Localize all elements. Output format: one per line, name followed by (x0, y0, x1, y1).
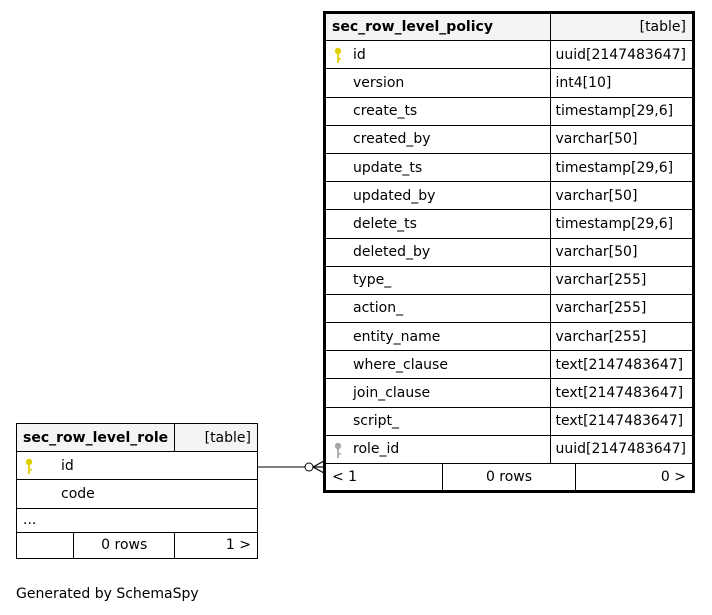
table-row[interactable] (325, 435, 694, 463)
more-columns-row (17, 508, 258, 532)
table-type-label: [table] (551, 13, 694, 41)
table-row[interactable] (325, 97, 694, 125)
table-row[interactable] (325, 153, 694, 181)
primary-key-icon (25, 458, 33, 475)
column-type: varchar[255] (551, 294, 694, 322)
table-row[interactable] (325, 351, 694, 379)
column-name: join_clause (353, 385, 431, 402)
column-name-cell[interactable] (325, 41, 551, 69)
parents-link[interactable]: 1 > (175, 532, 258, 558)
table-header (325, 13, 694, 41)
foreign-key-icon (334, 442, 342, 459)
column-type: varchar[50] (551, 125, 694, 153)
column-name-cell[interactable] (325, 294, 551, 322)
primary-key-icon (334, 47, 342, 64)
column-name-cell[interactable] (17, 452, 258, 480)
column-type: text[2147483647] (551, 407, 694, 435)
row-count: 0 rows (74, 532, 175, 558)
column-name-cell[interactable] (325, 125, 551, 153)
column-name: created_by (353, 131, 431, 148)
column-name: role_id (353, 441, 400, 458)
column-name-cell[interactable] (325, 266, 551, 294)
column-name-cell[interactable] (325, 182, 551, 210)
table-name[interactable] (17, 424, 175, 452)
table-row[interactable] (325, 379, 694, 407)
column-name-cell[interactable] (325, 210, 551, 238)
children-link[interactable]: < 1 (326, 464, 443, 490)
column-name: version (353, 74, 405, 91)
column-name: id (353, 46, 366, 63)
parents-link[interactable]: 0 > (660, 469, 686, 485)
table-row[interactable] (325, 182, 694, 210)
row-count: 0 rows (443, 464, 576, 490)
column-name: create_ts (353, 103, 418, 120)
column-name: type_ (353, 272, 392, 289)
column-type: text[2147483647] (551, 379, 694, 407)
sec-row-level-policy-table[interactable] (323, 11, 695, 493)
column-name: updated_by (353, 187, 436, 204)
column-type: varchar[50] (551, 238, 694, 266)
table-row[interactable] (325, 210, 694, 238)
table-row[interactable] (325, 125, 694, 153)
table-row[interactable] (325, 294, 694, 322)
column-type: varchar[50] (551, 182, 694, 210)
zero-cardinality-circle (305, 463, 313, 471)
table-name-text: sec_row_level_role (23, 429, 169, 446)
table-type-label: [table] (175, 424, 258, 452)
column-type: uuid[2147483647] (551, 435, 694, 463)
sec-row-level-role-table[interactable] (16, 423, 258, 559)
column-name: where_clause (353, 356, 448, 373)
column-name-cell[interactable] (17, 480, 258, 508)
column-type: int4[10] (551, 69, 694, 97)
column-name: script_ (353, 413, 400, 430)
table-name[interactable]: sec_row_level_policy (325, 13, 551, 41)
table-row[interactable] (325, 238, 694, 266)
column-type: timestamp[29,6] (551, 153, 694, 181)
column-type: varchar[255] (551, 323, 694, 351)
table-row[interactable] (17, 480, 258, 508)
column-name-cell[interactable] (325, 407, 551, 435)
generated-by-note: Generated by SchemaSpy (16, 586, 199, 602)
column-name-cell[interactable] (325, 97, 551, 125)
column-name-cell[interactable] (325, 153, 551, 181)
column-name-cell[interactable] (325, 351, 551, 379)
children-link[interactable] (17, 532, 74, 558)
column-name: id (61, 457, 74, 474)
table-row[interactable] (325, 323, 694, 351)
column-name-cell[interactable] (325, 435, 551, 463)
table-row[interactable] (325, 41, 694, 69)
ellipsis: ... (17, 508, 258, 532)
column-name-cell[interactable] (325, 238, 551, 266)
column-name-cell[interactable] (325, 379, 551, 407)
column-name: action_ (353, 300, 404, 317)
column-name-cell[interactable] (325, 323, 551, 351)
table-header (17, 424, 258, 452)
table-row[interactable] (17, 452, 258, 480)
column-name: entity_name (353, 328, 441, 345)
column-name: delete_ts (353, 215, 417, 232)
column-type: varchar[255] (551, 266, 694, 294)
column-type: text[2147483647] (551, 351, 694, 379)
table-footer (325, 464, 694, 492)
column-name: update_ts (353, 159, 423, 176)
column-name-cell[interactable] (325, 69, 551, 97)
column-type: timestamp[29,6] (551, 97, 694, 125)
table-row[interactable] (325, 69, 694, 97)
table-row[interactable] (325, 266, 694, 294)
column-type: uuid[2147483647] (551, 41, 694, 69)
table-footer (17, 532, 258, 558)
table-row[interactable] (325, 407, 694, 435)
column-name: deleted_by (353, 244, 431, 261)
column-name: code (61, 485, 95, 502)
column-type: timestamp[29,6] (551, 210, 694, 238)
